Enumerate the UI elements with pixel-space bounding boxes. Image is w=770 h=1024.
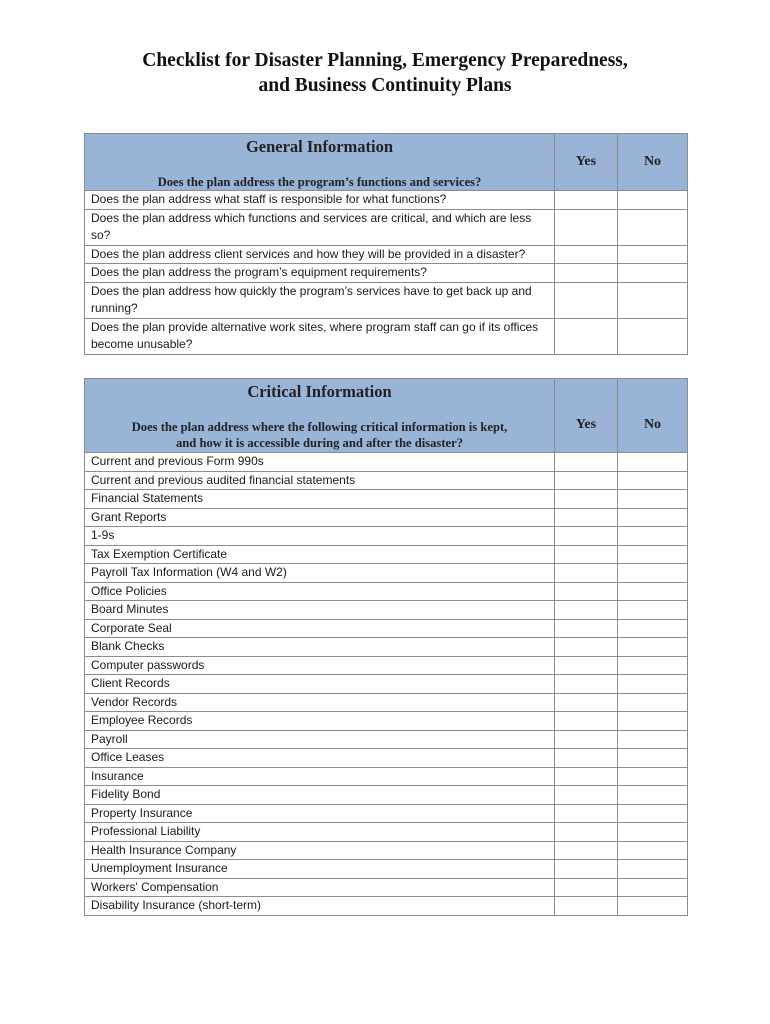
general-information-table — [84, 133, 688, 355]
critical-no-checkbox[interactable] — [618, 471, 688, 490]
critical-row — [85, 564, 688, 583]
critical-no-checkbox[interactable] — [618, 767, 688, 786]
general-no-checkbox[interactable] — [618, 209, 688, 245]
critical-yes-checkbox[interactable] — [555, 675, 618, 694]
critical-yes-header: Yes — [555, 379, 618, 453]
critical-item-label: Grant Reports — [85, 508, 555, 527]
critical-item-label: Current and previous audited financial statements — [85, 471, 555, 490]
critical-row — [85, 453, 688, 472]
general-yes-header: Yes — [555, 134, 618, 191]
critical-no-checkbox[interactable] — [618, 897, 688, 916]
title-line-2: and Business Continuity Plans — [258, 75, 512, 96]
critical-no-checkbox[interactable] — [618, 786, 688, 805]
critical-yes-checkbox[interactable] — [555, 471, 618, 490]
general-item-label: Does the plan address what staff is responsible for what functions? — [85, 191, 555, 210]
critical-row — [85, 582, 688, 601]
critical-yes-checkbox[interactable] — [555, 860, 618, 879]
critical-no-checkbox[interactable] — [618, 841, 688, 860]
critical-no-checkbox[interactable] — [618, 823, 688, 842]
general-row — [85, 264, 688, 283]
critical-no-checkbox[interactable] — [618, 582, 688, 601]
title-line-1: Checklist for Disaster Planning, Emergency Preparedness, — [142, 50, 628, 71]
critical-item-label: Employee Records — [85, 712, 555, 731]
critical-yes-checkbox[interactable] — [555, 804, 618, 823]
general-no-checkbox[interactable] — [618, 264, 688, 283]
critical-section-title: Critical Information — [247, 382, 392, 401]
general-no-checkbox[interactable] — [618, 191, 688, 210]
critical-row — [85, 749, 688, 768]
critical-section-question — [85, 419, 554, 451]
general-no-checkbox[interactable] — [618, 282, 688, 318]
critical-row — [85, 490, 688, 509]
critical-no-checkbox[interactable] — [618, 675, 688, 694]
critical-item-label: Payroll Tax Information (W4 and W2) — [85, 564, 555, 583]
general-no-checkbox[interactable] — [618, 245, 688, 264]
critical-no-checkbox[interactable] — [618, 878, 688, 897]
critical-no-checkbox[interactable] — [618, 545, 688, 564]
critical-no-checkbox[interactable] — [618, 453, 688, 472]
critical-item-label: Vendor Records — [85, 693, 555, 712]
critical-row — [85, 638, 688, 657]
general-section-question: Does the plan address the program’s functions and services? — [157, 175, 482, 189]
critical-yes-checkbox[interactable] — [555, 712, 618, 731]
critical-item-label: Office Policies — [85, 582, 555, 601]
critical-yes-checkbox[interactable] — [555, 545, 618, 564]
critical-item-label: Health Insurance Company — [85, 841, 555, 860]
critical-item-label: Tax Exemption Certificate — [85, 545, 555, 564]
general-yes-checkbox[interactable] — [555, 191, 618, 210]
critical-question-line-2: and how it is accessible during and after the disaster? — [176, 436, 463, 450]
general-item-label: Does the plan address how quickly the program’s services have to get back up and running? — [85, 282, 555, 318]
critical-item-label: Workers' Compensation — [85, 878, 555, 897]
critical-item-label: Fidelity Bond — [85, 786, 555, 805]
critical-row — [85, 804, 688, 823]
critical-yes-checkbox[interactable] — [555, 619, 618, 638]
critical-yes-checkbox[interactable] — [555, 656, 618, 675]
critical-row — [85, 712, 688, 731]
critical-yes-checkbox[interactable] — [555, 693, 618, 712]
critical-yes-checkbox[interactable] — [555, 564, 618, 583]
general-row — [85, 209, 688, 245]
general-item-label: Does the plan address the program’s equipment requirements? — [85, 264, 555, 283]
critical-row — [85, 656, 688, 675]
general-yes-checkbox[interactable] — [555, 318, 618, 354]
critical-no-checkbox[interactable] — [618, 601, 688, 620]
critical-item-label: Current and previous Form 990s — [85, 453, 555, 472]
critical-no-checkbox[interactable] — [618, 508, 688, 527]
critical-yes-checkbox[interactable] — [555, 841, 618, 860]
critical-yes-checkbox[interactable] — [555, 601, 618, 620]
general-item-label: Does the plan address which functions and services are critical, and which are less so? — [85, 209, 555, 245]
critical-yes-checkbox[interactable] — [555, 527, 618, 546]
critical-row — [85, 471, 688, 490]
critical-yes-checkbox[interactable] — [555, 582, 618, 601]
critical-row — [85, 841, 688, 860]
critical-item-label: Computer passwords — [85, 656, 555, 675]
critical-yes-checkbox[interactable] — [555, 730, 618, 749]
general-row — [85, 318, 688, 354]
general-yes-checkbox[interactable] — [555, 264, 618, 283]
general-no-header: No — [618, 134, 688, 191]
critical-yes-checkbox[interactable] — [555, 490, 618, 509]
critical-yes-checkbox[interactable] — [555, 638, 618, 657]
critical-yes-checkbox[interactable] — [555, 508, 618, 527]
critical-yes-checkbox[interactable] — [555, 767, 618, 786]
critical-item-label: Financial Statements — [85, 490, 555, 509]
critical-row — [85, 860, 688, 879]
general-section-title: General Information — [245, 137, 394, 156]
critical-yes-checkbox[interactable] — [555, 823, 618, 842]
critical-row — [85, 767, 688, 786]
critical-item-label: Board Minutes — [85, 601, 555, 620]
critical-row — [85, 897, 688, 916]
critical-no-checkbox[interactable] — [618, 527, 688, 546]
critical-yes-checkbox[interactable] — [555, 749, 618, 768]
critical-header-cell — [85, 379, 555, 453]
critical-item-label: Disability Insurance (short-term) — [85, 897, 555, 916]
critical-item-label: Corporate Seal — [85, 619, 555, 638]
general-header-cell — [85, 134, 555, 191]
critical-item-label: Insurance — [85, 767, 555, 786]
critical-no-checkbox[interactable] — [618, 490, 688, 509]
critical-row — [85, 786, 688, 805]
critical-question-line-1: Does the plan address where the following critical information is kept, — [131, 420, 508, 434]
critical-no-header: No — [618, 379, 688, 453]
general-item-label: Does the plan address client services and how they will be provided in a disaster? — [85, 245, 555, 264]
general-yes-checkbox[interactable] — [555, 245, 618, 264]
critical-no-checkbox[interactable] — [618, 693, 688, 712]
critical-row — [85, 619, 688, 638]
critical-row — [85, 545, 688, 564]
critical-row — [85, 823, 688, 842]
critical-no-checkbox[interactable] — [618, 564, 688, 583]
critical-yes-checkbox[interactable] — [555, 897, 618, 916]
critical-information-table — [84, 378, 688, 916]
critical-item-label: Blank Checks — [85, 638, 555, 657]
critical-row — [85, 508, 688, 527]
critical-no-checkbox[interactable] — [618, 656, 688, 675]
critical-item-label: Client Records — [85, 675, 555, 694]
critical-item-label: Office Leases — [85, 749, 555, 768]
critical-no-checkbox[interactable] — [618, 749, 688, 768]
general-yes-checkbox[interactable] — [555, 209, 618, 245]
document-title — [0, 48, 770, 98]
critical-item-label: Professional Liability — [85, 823, 555, 842]
critical-row — [85, 730, 688, 749]
critical-item-label: 1-9s — [85, 527, 555, 546]
critical-yes-checkbox[interactable] — [555, 878, 618, 897]
general-yes-checkbox[interactable] — [555, 282, 618, 318]
critical-yes-checkbox[interactable] — [555, 786, 618, 805]
critical-no-checkbox[interactable] — [618, 619, 688, 638]
critical-row — [85, 675, 688, 694]
critical-no-checkbox[interactable] — [618, 712, 688, 731]
critical-no-checkbox[interactable] — [618, 804, 688, 823]
general-row — [85, 191, 688, 210]
critical-item-label: Property Insurance — [85, 804, 555, 823]
critical-item-label: Payroll — [85, 730, 555, 749]
critical-row — [85, 693, 688, 712]
critical-no-checkbox[interactable] — [618, 638, 688, 657]
general-item-label: Does the plan provide alternative work sites, where program staff can go if its offices become unusable? — [85, 318, 555, 354]
critical-no-checkbox[interactable] — [618, 860, 688, 879]
general-no-checkbox[interactable] — [618, 318, 688, 354]
critical-item-label: Unemployment Insurance — [85, 860, 555, 879]
general-row — [85, 282, 688, 318]
critical-row — [85, 601, 688, 620]
general-row — [85, 245, 688, 264]
critical-no-checkbox[interactable] — [618, 730, 688, 749]
critical-yes-checkbox[interactable] — [555, 453, 618, 472]
critical-row — [85, 527, 688, 546]
critical-row — [85, 878, 688, 897]
